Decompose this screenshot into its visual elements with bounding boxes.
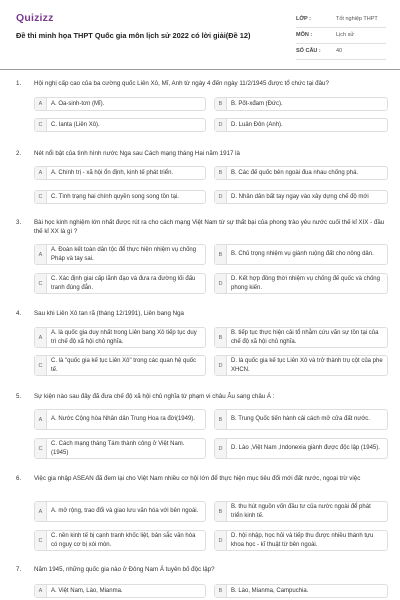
option-text: D. hội nhập, học hỏi và tiếp thu được nhiều thành tựu khoa học - kĩ thuật từ bên ngoài. <box>231 533 374 548</box>
option-2d[interactable] <box>214 190 388 204</box>
meta-class-row <box>296 12 386 28</box>
option-letter: D <box>215 191 227 203</box>
option-1b[interactable] <box>214 97 388 111</box>
option-letter: B <box>215 328 227 347</box>
question-text: Sau khi Liên Xô tan rã (tháng 12/1991), Liên bang Nga <box>34 310 184 317</box>
option-text: B. Các đế quốc bên ngoài đua nhau chống phá. <box>231 169 359 176</box>
option-letter: C <box>35 274 47 293</box>
question-text: Sự kiện nào sau đây đã đưa chế độ xã hội chủ nghĩa từ phạm vi châu Âu sang châu Á : <box>34 393 275 400</box>
question-number: 7. <box>16 566 22 573</box>
option-3a[interactable] <box>34 244 206 265</box>
meta-subject-value: Lịch sử <box>336 32 355 38</box>
option-text: D. Lào ,Việt Nam ,Indonexia giành được độc lập (1945). <box>231 445 380 452</box>
option-letter: D <box>215 531 227 550</box>
option-letter: C <box>35 191 47 203</box>
option-text: B. thu hút nguồn vốn đầu tư của nước ngoài để phát triển kinh tế. <box>231 504 371 519</box>
question-text: Nét nổi bật của tình hình nước Nga sau Cách mạng tháng Hai năm 1917 là <box>34 150 240 157</box>
option-letter: B <box>215 502 227 521</box>
option-4c[interactable] <box>34 355 206 376</box>
option-letter: A <box>35 167 47 179</box>
option-text: A. Chính trị - xã hội ổn định, kinh tế phát triển. <box>51 169 174 176</box>
option-letter: B <box>215 98 227 110</box>
option-4d[interactable] <box>214 355 388 376</box>
option-letter: C <box>35 119 47 131</box>
option-6c[interactable] <box>34 530 206 551</box>
meta-count-value: 40 <box>336 48 343 54</box>
option-text: D. là quốc gia kế tục Liên Xô và trở thành trụ cột của phe XHCN. <box>231 358 383 373</box>
option-letter: A <box>35 328 47 347</box>
option-text: C. Cách mạng tháng Tám thành công ở Việt Nam. (1945) <box>51 441 185 456</box>
meta-class-value: Tốt nghiệp THPT <box>336 16 378 22</box>
option-letter: A <box>35 245 47 264</box>
option-5c[interactable] <box>34 438 206 459</box>
option-letter: B <box>215 167 227 179</box>
option-letter: A <box>35 98 47 110</box>
question-number: 4. <box>16 310 22 317</box>
question-number: 5. <box>16 393 22 400</box>
option-text: A. mở rộng, trao đổi và giao lưu văn hóa với bên ngoài. <box>51 508 199 515</box>
option-text: A. Nước Cộng hòa Nhân dân Trung Hoa ra đời(1949). <box>51 416 195 423</box>
option-6d[interactable] <box>214 530 388 551</box>
option-text: A. Việt Nam, Lào, Mianma. <box>51 587 123 594</box>
option-1c[interactable] <box>34 118 206 132</box>
option-text: C. là "quốc gia kế tục Liên Xô" trong các quan hệ quốc tế. <box>51 358 197 373</box>
question-text: Hội nghị cấp cao của ba cường quốc Liên Xô, Mĩ, Anh từ ngày 4 đến ngày 11/2/1945 được tổ chức tại đâu? <box>34 80 329 87</box>
option-letter: C <box>35 531 47 550</box>
option-text: B. Lào, Mianma, Campuchia. <box>231 587 309 594</box>
option-letter: D <box>215 439 227 458</box>
option-3b[interactable] <box>214 244 388 265</box>
quizizz-logo: Quizizz <box>16 12 54 24</box>
option-7a[interactable] <box>34 584 206 598</box>
option-letter: B <box>215 585 227 597</box>
meta-subject-label: MÔN : <box>296 32 313 38</box>
meta-subject-row <box>296 28 386 44</box>
question-text: Năm 1945, những quốc gia nào ở Đông Nam Á tuyên bố độc lập? <box>34 566 215 573</box>
question-number: 2. <box>16 150 22 157</box>
option-4a[interactable] <box>34 327 206 348</box>
option-2a[interactable] <box>34 166 206 180</box>
option-5d[interactable] <box>214 438 388 459</box>
option-text: A. Oa-sinh-tơn (Mĩ). <box>51 100 105 107</box>
option-6a[interactable] <box>34 501 206 522</box>
option-4b[interactable] <box>214 327 388 348</box>
question-number: 1. <box>16 80 22 87</box>
option-text: B. Trung Quốc tiến hành cải cách mở cửa đất nước. <box>231 416 370 423</box>
worksheet-meta <box>296 12 386 60</box>
worksheet-header <box>0 0 400 68</box>
option-text: C. nền kinh tế bị cạnh tranh khốc liệt, bản sắc văn hóa có nguy cơ bị xói mòn. <box>51 533 196 548</box>
option-letter: D <box>215 119 227 131</box>
option-letter: C <box>35 356 47 375</box>
option-letter: C <box>35 439 47 458</box>
question-number: 3. <box>16 219 22 226</box>
option-text: C. Xác định giai cấp lãnh đạo và đưa ra đường lối đấu tranh đúng đắn. <box>51 276 196 291</box>
question-text: Việc gia nhập ASEAN đã đem lại cho Việt Nam nhiều cơ hội lớn để thực hiện mục tiêu đổi mới đất nước, ngoại trừ việc <box>34 475 361 482</box>
question-number: 6. <box>16 475 22 482</box>
option-5a[interactable] <box>34 409 206 430</box>
option-text: C. Ianta (Liên Xô). <box>51 121 100 128</box>
worksheet-title: Đề thi minh họa THPT Quốc gia môn lịch sử 2022 có lời giải(Đề 12) <box>16 31 251 40</box>
option-letter: A <box>35 585 47 597</box>
option-text: A. là quốc gia duy nhất trong Liên bang Xô tiếp tục duy trì chế độ xã hội chủ nghĩa. <box>51 330 197 345</box>
option-5b[interactable] <box>214 409 388 430</box>
option-text: B. tiếp tục thực hiện cải tổ nhằm cứu vãn sự tồn tại của chế độ xã hội chủ nghĩa. <box>231 330 379 345</box>
option-letter: A <box>35 502 47 521</box>
option-letter: B <box>215 410 227 429</box>
option-text: D. Kết hợp đồng thời nhiệm vụ chống đế quốc và chống phong kiến. <box>231 276 380 291</box>
meta-count-row <box>296 44 386 60</box>
option-text: B. Pốt-xđam (Đức). <box>231 100 283 107</box>
option-2c[interactable] <box>34 190 206 204</box>
option-text: A. Đoàn kết toàn dân tộc để thực hiện nhiệm vụ chống Pháp và tay sai. <box>51 247 197 262</box>
meta-count-label: SỐ CÂU : <box>296 48 321 54</box>
option-letter: A <box>35 410 47 429</box>
option-3c[interactable] <box>34 273 206 294</box>
option-2b[interactable] <box>214 166 388 180</box>
meta-class-label: LỚP : <box>296 16 311 22</box>
option-letter: D <box>215 274 227 293</box>
option-1d[interactable] <box>214 118 388 132</box>
option-text: D. Luân Đôn (Anh). <box>231 121 283 128</box>
option-letter: D <box>215 356 227 375</box>
option-letter: B <box>215 245 227 264</box>
option-7b[interactable] <box>214 584 388 598</box>
header-divider <box>0 69 400 70</box>
option-6b[interactable] <box>214 501 388 522</box>
option-text: D. Nhân dân bất tay ngay vào xây dựng chế độ mới <box>231 193 369 200</box>
option-1a[interactable] <box>34 97 206 111</box>
option-text: C. Tình trạng hai chính quyền song song tồn tại. <box>51 193 179 200</box>
question-text: Bài học kinh nghiệm lớn nhất được rút ra cho cách mạng Việt Nam từ sự thất bại của phong trào yêu nước cuối thế kỉ XIX - đầu thế kỉ XX là gì ? <box>34 219 385 235</box>
option-3d[interactable] <box>214 273 388 294</box>
option-text: B. Chủ trọng nhiệm vụ giành ruộng đất cho nông dân. <box>231 251 374 258</box>
